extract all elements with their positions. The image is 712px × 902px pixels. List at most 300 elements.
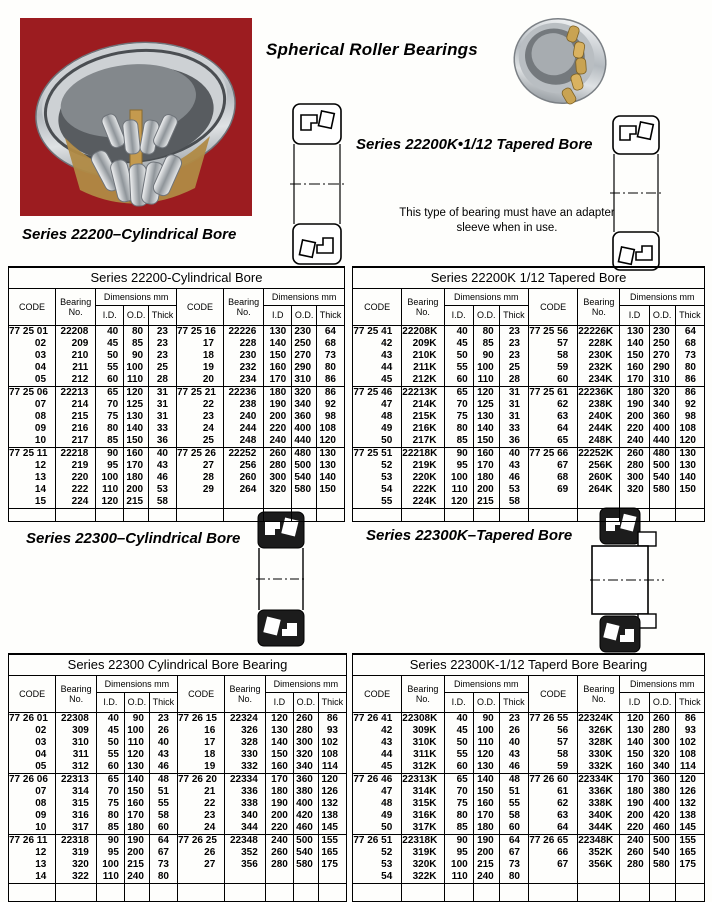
table-cell: 22308K [402, 712, 444, 725]
table-cell: 86 [317, 374, 345, 387]
table-cell [578, 871, 620, 884]
table-cell: 110 [473, 374, 499, 387]
table-cell: 66 [528, 847, 577, 859]
table-cell: 200 [620, 810, 649, 822]
table-cell: 120 [620, 712, 649, 725]
table-cell: 309K [402, 725, 444, 737]
table-cell: 43 [353, 737, 402, 749]
table-cell: 315K [402, 798, 444, 810]
bearing-no-header: Bearing No. [223, 288, 263, 325]
table-cell: 67 [149, 847, 177, 859]
table-cell: 07 [9, 786, 56, 798]
table-cell: 320 [293, 749, 318, 761]
bearing-no-header: Bearing No. [225, 675, 266, 712]
table-cell: 260 [265, 847, 293, 859]
table-cell: 190 [473, 834, 499, 847]
dimension-subheader: I.D. [96, 692, 124, 712]
table-cell: 309 [56, 725, 97, 737]
table-cell: 222K [402, 484, 444, 496]
table-cell: 22252K [578, 447, 620, 460]
table-cell: 400 [649, 798, 675, 810]
code-header: CODE [9, 288, 56, 325]
table-row [353, 447, 705, 460]
table-cell: 300 [620, 472, 649, 484]
table-cell: 100 [96, 472, 124, 484]
table-cell: 130 [675, 447, 704, 460]
table-cell: 50 [444, 737, 473, 749]
table-cell: 77 25 61 [528, 386, 577, 399]
table-cell: 114 [318, 761, 346, 774]
table-cell: 85 [444, 822, 473, 835]
table-cell: 77 26 06 [9, 773, 56, 786]
series-22200-label: Series 22200–Cylindrical Bore [22, 226, 237, 243]
table-cell: 80 [444, 810, 473, 822]
table-cell: 232K [578, 362, 620, 374]
table-cell: 260 [264, 447, 292, 460]
table-cell-empty [620, 508, 649, 521]
table-cell: 110 [473, 737, 499, 749]
table-cell: 68 [675, 338, 704, 350]
table-cell: 102 [318, 737, 346, 749]
table-cell: 240 [620, 834, 649, 847]
table-cell: 320 [264, 484, 292, 496]
table-cell: 04 [9, 749, 56, 761]
dimension-subheader: I.D. [444, 305, 473, 325]
code-header: CODE [177, 675, 224, 712]
table-cell: 132 [318, 798, 346, 810]
table-cell: 86 [675, 374, 704, 387]
table-cell: 312 [56, 761, 97, 774]
table-cell: 120 [124, 749, 149, 761]
table-cell: 85 [124, 338, 149, 350]
table-cell: 77 26 46 [353, 773, 402, 786]
table-cell: 86 [318, 712, 346, 725]
dimensions-header: Dimensions mm [264, 288, 345, 305]
table-cell: 400 [292, 423, 317, 435]
table-cell: 26 [149, 725, 177, 737]
table-cell: 90 [473, 350, 499, 362]
table-cell-empty [9, 508, 56, 521]
table-cell: 60 [149, 822, 177, 835]
table-cell: 58 [499, 496, 528, 509]
table-cell: 65 [528, 435, 577, 448]
table-cell: 319K [402, 847, 444, 859]
table-cell: 50 [96, 737, 124, 749]
bearing-table [8, 653, 347, 902]
bearing-table [352, 653, 705, 902]
table-cell: 165 [318, 847, 346, 859]
table-cell: 92 [317, 399, 345, 411]
table-cell: 170 [265, 773, 293, 786]
table-cell: 170 [264, 374, 292, 387]
dimension-subheader: Thick [149, 305, 177, 325]
table-title-row [9, 654, 347, 675]
dimension-subheader: I.D. [96, 305, 124, 325]
table-cell-empty [177, 883, 224, 901]
table-cell [318, 871, 346, 884]
table-cell: 150 [473, 435, 499, 448]
table-cell: 92 [675, 399, 704, 411]
table-cell: 160 [473, 447, 499, 460]
table-cell: 160 [620, 761, 649, 774]
table-cell: 60 [444, 374, 473, 387]
table-cell: 23 [149, 338, 177, 350]
table-cell: 130 [265, 725, 293, 737]
table-cell: 215 [473, 496, 499, 509]
table-cell: 49 [353, 810, 402, 822]
table-cell: 190 [620, 399, 649, 411]
table-cell: 50 [353, 435, 402, 448]
table-cell: 215 [56, 411, 96, 423]
dimension-subheader: Thick [317, 305, 345, 325]
bearing-drawing-22200 [290, 102, 344, 266]
table-cell: 42 [353, 338, 402, 350]
adapter-sleeve-note: This type of bearing must have an adapter sleeve when in use. [399, 207, 615, 234]
table-cell: 48 [353, 411, 402, 423]
table-cell: 214K [402, 399, 444, 411]
table-row [9, 712, 347, 725]
dimension-subheader: O.D. [124, 692, 149, 712]
table-row [9, 350, 345, 362]
table-cell: 22348K [578, 834, 620, 847]
table-cell-empty [578, 508, 620, 521]
bearing-photo-small [506, 10, 614, 112]
table-cell: 130 [264, 325, 292, 338]
table-cell: 45 [96, 725, 124, 737]
table-cell: 60 [528, 374, 577, 387]
table-cell: 19 [177, 761, 224, 774]
table-cell: 140 [620, 338, 649, 350]
table-cell: 86 [675, 386, 704, 399]
table-cell: 70 [96, 786, 124, 798]
table-cell-empty [528, 508, 577, 521]
table-cell: 85 [444, 435, 473, 448]
table-cell: 75 [444, 411, 473, 423]
table-cell: 55 [444, 362, 473, 374]
table-cell: 58 [149, 496, 177, 509]
table-cell: 209K [402, 338, 444, 350]
table-cell: 224 [56, 496, 96, 509]
table-cell: 540 [649, 847, 675, 859]
table-cell: 352 [225, 847, 266, 859]
table-cell: 17 [176, 338, 223, 350]
table-cell: 316K [402, 810, 444, 822]
table-cell: 26 [499, 725, 528, 737]
table-cell: 26 [177, 847, 224, 859]
table-cell: 21 [177, 786, 224, 798]
table-cell: 200 [264, 411, 292, 423]
table-cell: 22334 [225, 773, 266, 786]
table-cell: 15 [9, 496, 56, 509]
table-row [353, 786, 705, 798]
table-cell: 260 [223, 472, 263, 484]
table-cell [177, 871, 224, 884]
table-cell: 222 [56, 484, 96, 496]
table-cell-empty [292, 508, 317, 521]
table-title-row [9, 267, 345, 288]
table-cell: 53 [499, 484, 528, 496]
table-row [353, 472, 705, 484]
table-cell: 51 [499, 786, 528, 798]
table-cell: 42 [353, 725, 402, 737]
table-cell-empty [402, 883, 444, 901]
table-cell: 33 [499, 423, 528, 435]
dimension-subheader: Thick [675, 692, 704, 712]
table-row [353, 761, 705, 774]
table-cell: 31 [499, 386, 528, 399]
table-cell: 13 [9, 859, 56, 871]
table-cell: 17 [177, 737, 224, 749]
table-cell: 140 [675, 472, 704, 484]
table-cell: 23 [499, 350, 528, 362]
table-cell [292, 496, 317, 509]
table-cell: 240 [265, 834, 293, 847]
table-cell [675, 496, 704, 509]
table-cell: 344K [578, 822, 620, 835]
table-cell: 73 [675, 350, 704, 362]
table-cell: 170 [473, 460, 499, 472]
table-row [9, 798, 347, 810]
table-cell [176, 496, 223, 509]
table-cell: 93 [675, 725, 704, 737]
table-cell: 19 [176, 362, 223, 374]
table-cell: 46 [499, 472, 528, 484]
table-cell: 240 [264, 435, 292, 448]
table-cell: 320 [649, 386, 675, 399]
table-cell: 55 [96, 362, 124, 374]
table-cell: 238K [578, 399, 620, 411]
table-cell: 03 [9, 350, 56, 362]
table-cell: 60 [96, 761, 124, 774]
table-cell: 110 [444, 484, 473, 496]
table-cell: 280 [264, 460, 292, 472]
dimensions-header: Dimensions mm [620, 675, 705, 692]
table-cell: 93 [318, 725, 346, 737]
table-cell: 500 [293, 834, 318, 847]
table-cell: 260 [620, 847, 649, 859]
table-cell: 300 [293, 737, 318, 749]
table-cell: 70 [96, 399, 124, 411]
dimension-subheader: Thick [499, 692, 528, 712]
table-cell: 65 [96, 386, 124, 399]
code-header: CODE [176, 288, 223, 325]
table-cell: 95 [96, 847, 124, 859]
table-cell: 130 [620, 725, 649, 737]
dimension-subheader: O.D. [124, 305, 149, 325]
table-cell: 380 [649, 786, 675, 798]
table-cell [528, 871, 577, 884]
table-cell: 150 [620, 350, 649, 362]
table-cell: 24 [177, 822, 224, 835]
table-cell: 140 [317, 472, 345, 484]
table-cell: 52 [353, 847, 402, 859]
table-cell: 150 [265, 749, 293, 761]
table-cell: 256K [578, 460, 620, 472]
table-cell: 02 [9, 338, 56, 350]
table-series-22300k-tapered [352, 653, 705, 902]
table-cell: 08 [9, 411, 56, 423]
table-row [9, 749, 347, 761]
table-cell: 25 [499, 362, 528, 374]
table-cell: 23 [176, 411, 223, 423]
table-cell: 150 [124, 786, 149, 798]
table-cell: 480 [649, 447, 675, 460]
series-22300-label: Series 22300–Cylindrical Bore [26, 530, 241, 547]
table-cell: 336 [225, 786, 266, 798]
table-cell: 200 [265, 810, 293, 822]
bearing-cross-section-22300k [590, 506, 664, 654]
table-cell: 40 [444, 325, 473, 338]
table-cell: 58 [499, 810, 528, 822]
table-cell: 130 [317, 460, 345, 472]
table-cell-empty [528, 883, 577, 901]
table-cell: 260 [620, 447, 649, 460]
table-filler-row [9, 883, 347, 901]
table-cell: 60 [499, 822, 528, 835]
table-cell: 13 [9, 472, 56, 484]
table-cell: 310K [402, 737, 444, 749]
table-cell [528, 496, 577, 509]
table-cell: 264 [223, 484, 263, 496]
table-cell: 130 [124, 761, 149, 774]
dimension-subheader: I.D [620, 692, 649, 712]
table-row [353, 810, 705, 822]
table-cell-empty [176, 508, 223, 521]
bearing-no-header: Bearing No. [578, 675, 620, 712]
table-cell: 170 [124, 460, 149, 472]
table-cell: 77 25 21 [176, 386, 223, 399]
table-cell: 120 [265, 712, 293, 725]
table-cell: 31 [149, 386, 177, 399]
table-cell: 130 [473, 411, 499, 423]
table-cell: 22324 [225, 712, 266, 725]
table-cell-empty [149, 508, 177, 521]
table-cell: 80 [675, 362, 704, 374]
table-cell: 180 [264, 386, 292, 399]
table-cell: 190 [620, 798, 649, 810]
table-cell: 140 [473, 423, 499, 435]
table-cell: 256 [223, 460, 263, 472]
table-row [9, 859, 347, 871]
table-cell: 352K [578, 847, 620, 859]
table-cell: 77 26 60 [528, 773, 577, 786]
table-cell: 312K [402, 761, 444, 774]
table-cell: 120 [675, 435, 704, 448]
table-cell-empty [225, 883, 266, 901]
table-cell: 07 [9, 399, 56, 411]
table-cell: 16 [177, 725, 224, 737]
table-cell: 200 [473, 847, 499, 859]
table-cell: 23 [149, 712, 177, 725]
table-row [353, 325, 705, 338]
table-cell: 160 [264, 362, 292, 374]
table-cell: 540 [292, 472, 317, 484]
table-cell: 114 [675, 761, 704, 774]
table-cell: 48 [499, 773, 528, 786]
table-cell: 180 [620, 786, 649, 798]
table-row [353, 847, 705, 859]
table-cell-empty [675, 508, 704, 521]
table-cell: 210 [56, 350, 96, 362]
table-cell: 460 [293, 822, 318, 835]
table-cell: 317K [402, 822, 444, 835]
table-cell: 228K [578, 338, 620, 350]
table-cell: 56 [528, 725, 577, 737]
table-row [353, 725, 705, 737]
table-cell: 73 [317, 350, 345, 362]
table-cell: 63 [528, 810, 577, 822]
table-cell: 85 [96, 822, 124, 835]
table-cell [264, 496, 292, 509]
table-cell: 90 [444, 447, 473, 460]
table-series-22300-cylindrical [8, 653, 347, 902]
table-row [353, 859, 705, 871]
table-cell: 40 [149, 737, 177, 749]
table-cell-empty [353, 883, 402, 901]
table-cell: 49 [353, 423, 402, 435]
table-cell: 53 [353, 859, 402, 871]
table-cell: 170 [473, 810, 499, 822]
table-cell: 22236 [223, 386, 263, 399]
table-cell: 338K [578, 798, 620, 810]
table-cell: 160 [124, 447, 149, 460]
table-cell: 264K [578, 484, 620, 496]
table-cell: 80 [149, 871, 177, 884]
table-cell: 230 [292, 325, 317, 338]
table-cell: 31 [499, 399, 528, 411]
table-cell: 90 [444, 834, 473, 847]
table-row [353, 374, 705, 387]
table-cell: 43 [499, 749, 528, 761]
table-filler-row [9, 508, 345, 521]
table-cell: 29 [176, 484, 223, 496]
table-cell: 140 [124, 423, 149, 435]
table-cell: 90 [96, 447, 124, 460]
table-row [9, 484, 345, 496]
table-cell: 22208 [56, 325, 96, 338]
code-header: CODE [353, 675, 402, 712]
table-title-row [353, 267, 705, 288]
table-cell: 130 [620, 325, 649, 338]
table-cell [223, 496, 263, 509]
table-cell: 248K [578, 435, 620, 448]
table-cell: 45 [444, 338, 473, 350]
dimension-subheader: Thick [499, 305, 528, 325]
table-cell: 100 [124, 362, 149, 374]
table-cell: 44 [353, 749, 402, 761]
table-cell: 14 [9, 484, 56, 496]
table-cell: 47 [353, 399, 402, 411]
table-cell: 155 [318, 834, 346, 847]
table-cell: 65 [444, 773, 473, 786]
table-cell: 20 [176, 374, 223, 387]
table-cell: 61 [528, 786, 577, 798]
table-cell: 55 [96, 749, 124, 761]
table-cell: 48 [353, 798, 402, 810]
table-row [353, 822, 705, 835]
table-cell: 120 [318, 773, 346, 786]
table-cell: 180 [473, 822, 499, 835]
table-cell [620, 496, 649, 509]
table-cell: 580 [293, 859, 318, 871]
table-cell: 138 [675, 810, 704, 822]
table-cell: 140 [620, 737, 649, 749]
table-cell: 02 [9, 725, 56, 737]
table-row [9, 362, 345, 374]
table-cell-empty [223, 508, 263, 521]
bearing-drawing-22300k [590, 506, 664, 654]
table-cell: 234 [223, 374, 263, 387]
